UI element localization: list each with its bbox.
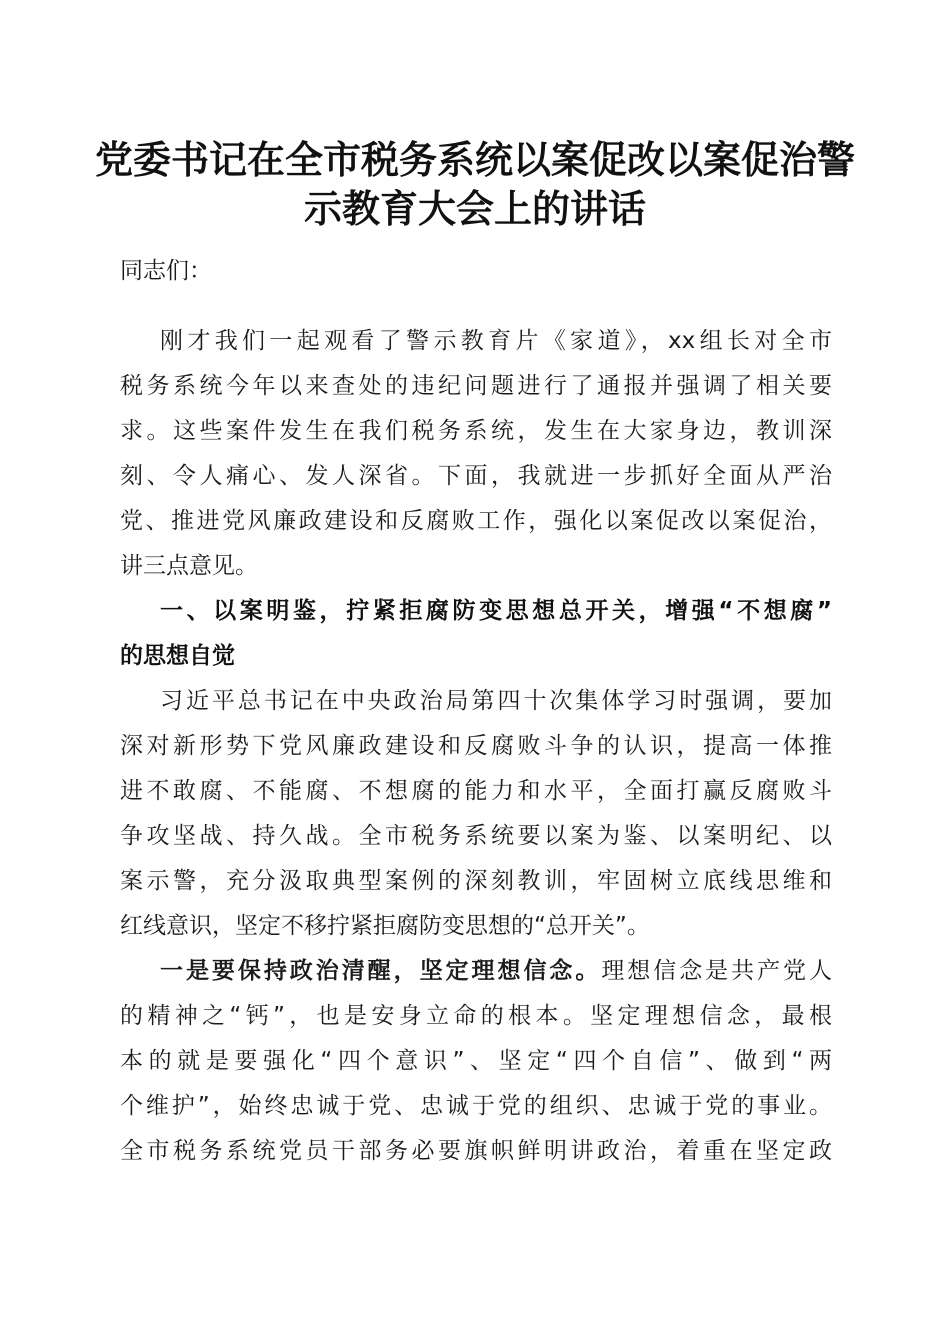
intro-line-2: 税务系统今年以来查处的违纪问题进行了通报并强调了相关要 <box>120 373 832 399</box>
section-1-line-6: 红线意识，坚定不移拧紧拒腐防变思想的“总开关”。 <box>120 913 650 939</box>
salutation: 同志们： <box>120 258 212 284</box>
section-1-line-5: 案示警，充分汲取典型案例的深刻教训，牢固树立底线思维和 <box>120 868 832 894</box>
point-1-line-5: 全市税务系统党员干部务必要旗帜鲜明讲政治，着重在坚定政 <box>120 1138 832 1164</box>
point-1-line-3: 本的就是要强化“四个意识”、坚定“四个自信”、做到“两 <box>120 1048 832 1074</box>
intro-line-6: 讲三点意见。 <box>120 553 258 579</box>
section-1-line-4: 争攻坚战、持久战。全市税务系统要以案为鉴、以案明纪、以 <box>120 823 832 849</box>
section-1-heading-line-1: 一、以案明鉴，拧紧拒腐防变思想总开关，增强“不想腐” <box>160 598 832 624</box>
point-1-line-1 <box>160 949 832 993</box>
point-1-first-line-rest: 理想信念是共产党人 <box>601 958 833 984</box>
document-title-line-1: 党委书记在全市税务系统以案促改以案促治警 <box>94 137 855 182</box>
point-1-line-2: 的精神之“钙”，也是安身立命的根本。坚定理想信念，最根 <box>120 1003 832 1029</box>
section-1-heading-line-2: 的思想自觉 <box>120 643 235 669</box>
section-1-line-3: 进不敢腐、不能腐、不想腐的能力和水平，全面打赢反腐败斗 <box>120 778 832 804</box>
section-1-line-1: 习近平总书记在中央政治局第四十次集体学习时强调，要加 <box>160 688 832 714</box>
intro-line-1: 刚才我们一起观看了警示教育片《家道》，xx组长对全市 <box>160 328 832 354</box>
point-1-line-4: 个维护”，始终忠诚于党、忠诚于党的组织、忠诚于党的事业。 <box>120 1093 832 1119</box>
intro-line-4: 刻、令人痛心、发人深省。下面，我就进一步抓好全面从严治 <box>120 463 832 489</box>
intro-line-3: 求。这些案件发生在我们税务系统，发生在大家身边，教训深 <box>120 418 832 444</box>
intro-line-5: 党、推进党风廉政建设和反腐败工作，强化以案促改以案促治， <box>120 508 832 534</box>
point-1-bold-lead: 一是要保持政治清醒，坚定理想信念。 <box>160 958 602 984</box>
document-title-line-2: 示教育大会上的讲话 <box>303 186 646 231</box>
section-1-line-2: 深对新形势下党风廉政建设和反腐败斗争的认识，提高一体推 <box>120 733 832 759</box>
